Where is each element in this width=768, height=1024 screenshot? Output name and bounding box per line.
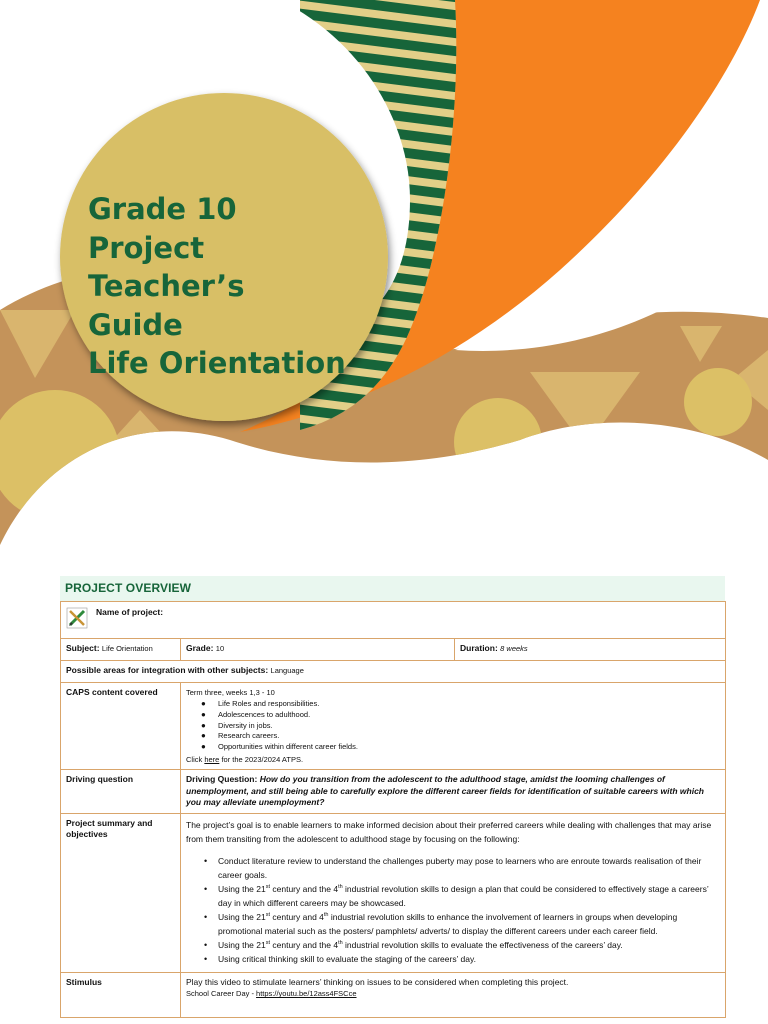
- row-stimulus: [61, 972, 726, 1017]
- stimulus-text: Play this video to stimulate learners’ thinking on issues to be considered when completing this project.: [186, 976, 569, 987]
- duration-label: Duration:: [460, 642, 498, 653]
- list-item: ● Diversity in jobs.: [218, 721, 720, 732]
- subject-value: Life Orientation: [101, 643, 153, 653]
- grade-value: 10: [215, 643, 225, 653]
- circle-shape: [684, 368, 752, 436]
- overview-header: PROJECT OVERVIEW: [60, 576, 725, 601]
- pencil-ruler-icon: [64, 604, 90, 636]
- caps-atps-line: Click here for the 2023/2024 ATPS.: [186, 754, 304, 764]
- row-summary: [61, 813, 726, 972]
- stimulus-label: Stimulus: [66, 976, 102, 987]
- subject-label: Subject: [66, 642, 97, 653]
- list-item: • Using the 21st century and 4th industrial revolution skills to enhance the involvement of learners in groups when developing promotional material such as the posters/ pamphlets/ adverts/ to display the different careers under each career field.: [218, 910, 720, 938]
- row-driving-question: [61, 770, 726, 814]
- list-item: ● Adolescences to adulthood.: [218, 710, 720, 721]
- list-item: • Conduct literature review to understand the challenges puberty may pose to learners who are enroute towards realisation of their career goals.: [218, 854, 720, 882]
- stimulus-link-line: School Career Day - https://youtu.be/12ass4FSCce: [186, 989, 357, 999]
- caps-list: [186, 699, 720, 753]
- summary-label: Project summary and objectives: [66, 817, 153, 840]
- integration-label: Possible areas for integration with other subjects:: [66, 664, 269, 675]
- list-item: • Using the 21st century and the 4th industrial revolution skills to evaluate the effectiveness of the careers’ day.: [218, 938, 720, 952]
- row-caps: [61, 682, 726, 770]
- title-line-teachers: Teacher’s: [88, 269, 245, 303]
- objectives-list: [186, 854, 720, 966]
- title-line-subject: Life Orientation: [88, 346, 346, 380]
- cover-title: [88, 190, 346, 383]
- driving-text: How do you transition from the adolescent to the adulthood stage, amidst the looming challenges of unemployment, and still being able to carefully explore the different career fields for identification of suitable careers with which you may alleviate unemployment?: [186, 774, 704, 808]
- title-line-project: Project: [88, 230, 205, 265]
- row-subject: Subject: Life Orientation Grade: 10 Duration: 8 weeks: [61, 638, 726, 660]
- duration-value: 8 weeks: [500, 643, 528, 653]
- integration-value: Language: [270, 665, 304, 675]
- atps-here-link[interactable]: here: [204, 754, 220, 764]
- driving-prefix: Driving Question:: [186, 774, 258, 785]
- caps-term: Term three, weeks 1,3 - 10: [186, 687, 275, 697]
- summary-intro: The project’s goal is to enable learners to make informed decision about their preferred careers while dealing with challenges that may arise from them transiting from the adolescent to adulthood stage by focusing on the following:: [186, 819, 712, 844]
- title-line-grade: Grade 10: [88, 192, 237, 226]
- grade-label: Grade:: [186, 642, 214, 653]
- caps-label: CAPS content covered: [66, 686, 158, 697]
- title-line-guide: Guide: [88, 307, 183, 342]
- list-item: ● Research careers.: [218, 731, 720, 742]
- row-project-name: [61, 602, 726, 639]
- list-item: ● Life Roles and responsibilities.: [218, 699, 720, 710]
- stimulus-video-link[interactable]: https://youtu.be/12ass4FSCce: [256, 989, 357, 999]
- circle-shape: [454, 398, 542, 486]
- project-name-label: Name of project:: [96, 607, 164, 617]
- list-item: ● Opportunities within different career fields.: [218, 742, 720, 753]
- list-item: • Using critical thinking skill to evaluate the staging of the careers’ day.: [218, 952, 720, 966]
- project-overview: [60, 576, 725, 1018]
- overview-table: [60, 601, 726, 1018]
- driving-label: Driving question: [66, 774, 134, 785]
- row-integration: [61, 660, 726, 682]
- list-item: • Using the 21st century and the 4th industrial revolution skills to design a plan that could be considered to effectively stage a careers’ day in which different careers may be showcased.: [218, 882, 720, 910]
